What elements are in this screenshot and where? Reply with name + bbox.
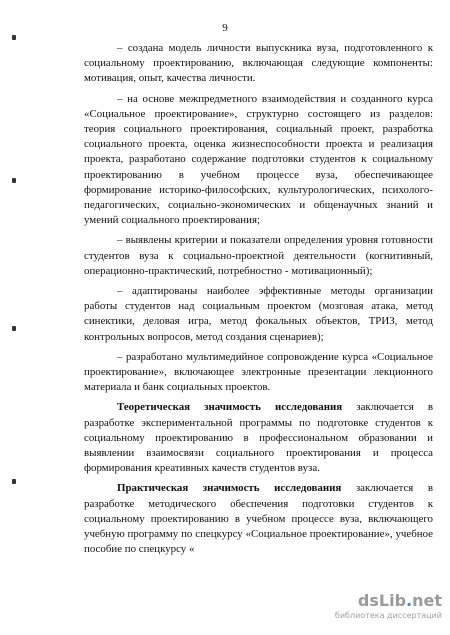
dslib-logo [358, 591, 442, 610]
scan-artifact-mark [12, 479, 16, 484]
practical-significance-heading: Практическая значимость исследования [117, 482, 342, 495]
body-text [84, 41, 433, 558]
bullet-paragraph-2: – на основе межпредметного взаимодействия и созданного курса «Социальное проектирование», структурно состоящего из разделов: теория социального проектирования, социальный проект, разработка социального проекта, оценка жизнеспособности проекта и реализация проекта, разработано содержание подготовки студентов к социальному проектированию в учебном процессе вуза, обеспечивающее формирование историко-философских, культурологических, психолого-педагогических, социально-экономических и общенаучных знаний и умений социального проектирования; [84, 92, 433, 227]
scan-artifact-mark [12, 35, 16, 40]
bullet-paragraph-3: – выявлены критерии и показатели определения уровня готовности студентов вуза к социально-проектной деятельности (когнитивный, операционно-практический, потребностно - мотивационный); [84, 234, 433, 277]
theoretical-significance-text: заключается в разработке экспериментальной программы по подготовке студентов к социальному проектированию в профессиональном образовании и выявлении взаимосвязи социального проектирования и процесса формирования креативных качеств студентов вуза. [84, 401, 433, 475]
logo-main: dsLib [357, 591, 407, 610]
bullet-paragraph-1: – создана модель личности выпускника вуза, подготовленного к социальному проектированию, включающая следующие компоненты: мотивация, опыт, качества личности. [84, 42, 433, 85]
practical-significance-text: заключается в разработке методического обеспечения подготовки студентов к социальному проектированию в учебном процессе вуза, включающего учебную программу по спецкурсу «Социальное проектирование», учебное пособие по спецкурсу « [84, 482, 433, 556]
logo-tld: net [412, 591, 442, 610]
logo-dot: . [406, 591, 413, 610]
scan-artifact-mark [12, 326, 16, 331]
theoretical-significance-paragraph [84, 400, 433, 476]
practical-significance-paragraph [84, 481, 433, 557]
dslib-watermark[interactable] [334, 591, 448, 627]
scan-artifact-mark [12, 178, 16, 183]
theoretical-significance-heading: Теоретическая значимость исследования [117, 401, 343, 414]
watermark-tagline: библиотека диссертаций [334, 611, 442, 620]
page-number: 9 [222, 22, 228, 34]
bullet-paragraph-5: – разработано мультимедийное сопровождение курса «Социальное проектирование», включающее электронные презентации лекционного материала и банк социальных проектов. [84, 350, 433, 394]
bullet-paragraph-4: – адаптированы наиболее эффективные методы организации работы студентов над социальным проектом (мозговая атака, метод синектики, деловая игра, метод фокальных объектов, ТРИЗ, метод контрольных вопросов, метод создания сценариев); [84, 285, 433, 343]
